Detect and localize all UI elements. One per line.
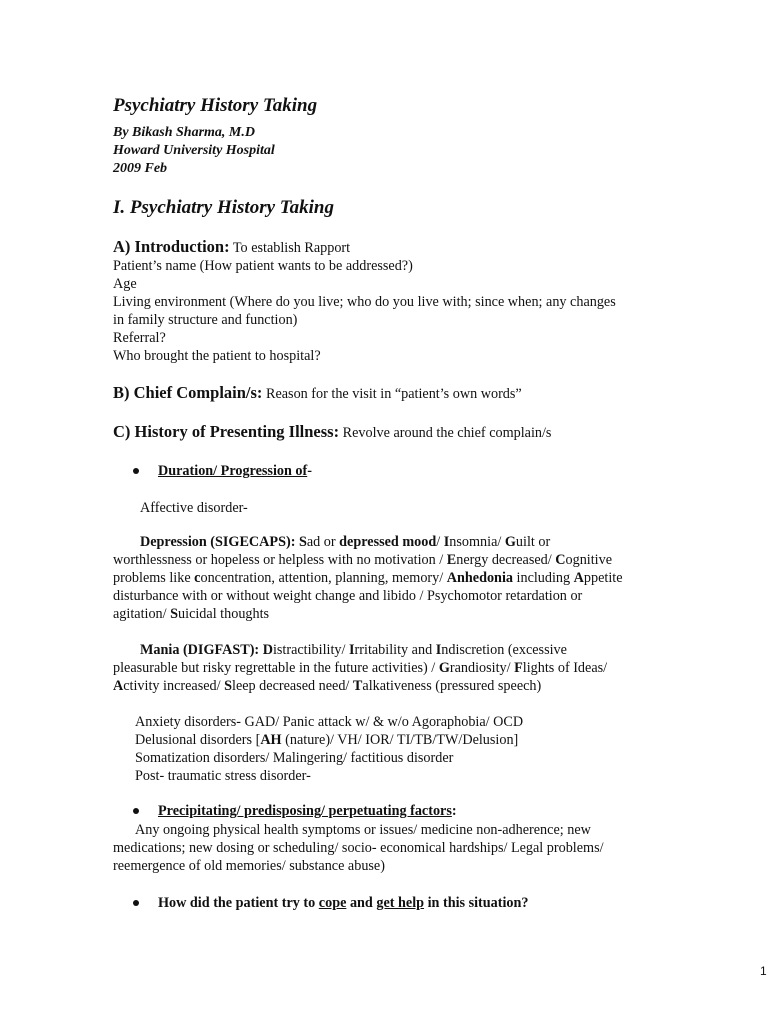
text-run: istractibility/ xyxy=(272,642,350,658)
text-run: (nature)/ VH/ IOR/ TI/TB/TW/Delusion] xyxy=(281,732,519,748)
depression-line-3 xyxy=(113,569,623,587)
somatization-disorders: Somatization disorders/ Malingering/ factitious disorder xyxy=(135,750,454,766)
text-run: nergy decreased/ xyxy=(456,552,556,568)
hpi-label: C) History of Presenting Illness: xyxy=(113,422,340,441)
text-run: leep decreased need/ xyxy=(232,678,353,694)
intro-text: To establish Rapport xyxy=(229,240,351,256)
affective-disorder: Affective disorder- xyxy=(140,500,248,516)
bullet-duration-suffix: - xyxy=(307,463,312,479)
text-run: F xyxy=(514,660,523,676)
text-run: C xyxy=(555,552,566,568)
chief-complaint xyxy=(113,384,522,403)
text-run: ppetite xyxy=(583,570,623,586)
text-run: depressed mood xyxy=(339,534,437,550)
text-run: c xyxy=(194,570,201,586)
bullet-factors-text: Precipitating/ predisposing/ perpetuating factors xyxy=(158,803,452,819)
text-run: Anhedonia xyxy=(446,570,513,586)
factors-line: medications; new dosing or scheduling/ socio- economical hardships/ Legal problems/ xyxy=(113,840,604,856)
bullet-factors-suffix: : xyxy=(451,803,457,819)
intro-heading xyxy=(113,238,350,257)
text-run: pleasurable but risky regrettable in the future activities) / xyxy=(113,660,439,676)
text-run: I xyxy=(443,534,450,550)
factors-line: reemergence of old memories/ substance abuse) xyxy=(113,858,385,874)
text-run: G xyxy=(438,660,450,676)
mania-line-2 xyxy=(113,659,607,677)
depression-line-5 xyxy=(113,605,269,623)
get-help-text: get help xyxy=(376,895,425,911)
intro-line: Patient’s name (How patient wants to be addressed?) xyxy=(113,258,413,274)
document-title: Psychiatry History Taking xyxy=(113,95,318,116)
institution: Howard University Hospital xyxy=(113,143,275,158)
section-heading: I. Psychiatry History Taking xyxy=(113,197,334,218)
depression-label: Depression (SIGECAPS): xyxy=(140,534,296,550)
text-run: I xyxy=(435,642,442,658)
text-run: I xyxy=(349,642,355,658)
chief-label: B) Chief Complain/s: xyxy=(113,383,263,402)
text-run: oncentration, attention, planning, memory/ xyxy=(200,570,447,586)
cope-text: cope xyxy=(318,895,347,911)
text-run: ctivity increased/ xyxy=(123,678,225,694)
depression-line-4: disturbance with or without weight change and libido / Psychomotor retardation or xyxy=(113,588,583,604)
mania-line-3 xyxy=(113,677,541,695)
depression-line-2 xyxy=(113,551,612,569)
text-run: worthlessness or hopeless or helpless with no motivation / xyxy=(113,552,447,568)
text-run: alkativeness (pressured speech) xyxy=(362,678,542,694)
text-run: How did the patient try to xyxy=(158,895,319,911)
author: By Bikash Sharma, M.D xyxy=(113,125,255,140)
text-run: ad or xyxy=(306,534,340,550)
ptsd: Post- traumatic stress disorder- xyxy=(135,768,311,784)
intro-line: Referral? xyxy=(113,330,166,346)
page-number: 1 xyxy=(760,964,767,978)
text-run: problems like xyxy=(113,570,195,586)
intro-line: Living environment (Where do you live; who do you live with; since when; any changes xyxy=(113,294,616,310)
bullet-icon xyxy=(133,900,139,906)
text-run: including xyxy=(512,570,574,586)
text-run: uicidal thoughts xyxy=(178,606,270,622)
bullet-icon xyxy=(133,808,139,814)
text-run: randiosity/ xyxy=(449,660,515,676)
text-run: AH xyxy=(260,732,282,748)
depression-line-1 xyxy=(140,533,550,551)
text-run: nsomnia/ xyxy=(449,534,505,550)
mania-line-1 xyxy=(140,641,567,659)
anxiety-disorders: Anxiety disorders- GAD/ Panic attack w/ & w/o Agoraphobia/ OCD xyxy=(135,714,524,730)
text-run: D xyxy=(262,642,273,658)
date: 2009 Feb xyxy=(113,161,168,176)
text-run: S xyxy=(298,534,307,550)
mania-label: Mania (DIGFAST): xyxy=(140,642,260,658)
text-run: ndiscretion (excessive xyxy=(441,642,567,658)
bullet-icon xyxy=(133,468,139,474)
text-run: uilt or xyxy=(515,534,551,550)
text-run: rritability and xyxy=(354,642,436,658)
text-run: lights of Ideas/ xyxy=(522,660,608,676)
intro-line: in family structure and function) xyxy=(113,312,298,328)
chief-text: Reason for the visit in “patient’s own words” xyxy=(262,386,522,402)
text-run: / xyxy=(436,534,444,550)
factors-line: Any ongoing physical health symptoms or issues/ medicine non-adherence; new xyxy=(135,822,591,838)
text-run: S xyxy=(170,606,179,622)
intro-label: A) Introduction: xyxy=(113,237,230,256)
text-run: and xyxy=(346,895,377,911)
text-run: E xyxy=(446,552,457,568)
text-run: Delusional disorders [ xyxy=(135,732,261,748)
delusional-disorders xyxy=(135,731,518,749)
hpi-text: Revolve around the chief complain/s xyxy=(339,425,552,441)
text-run: S xyxy=(224,678,232,694)
hpi-heading xyxy=(113,423,551,442)
text-run: ognitive xyxy=(565,552,613,568)
bullet-duration-text: Duration/ Progression of xyxy=(158,463,308,479)
intro-line: Who brought the patient to hospital? xyxy=(113,348,321,364)
text-run: agitation/ xyxy=(113,606,171,622)
text-run: G xyxy=(504,534,516,550)
text-run: in this situation? xyxy=(424,895,529,911)
text-run: A xyxy=(113,678,124,694)
intro-line: Age xyxy=(113,276,137,292)
text-run: T xyxy=(352,678,363,694)
text-run: A xyxy=(573,570,584,586)
